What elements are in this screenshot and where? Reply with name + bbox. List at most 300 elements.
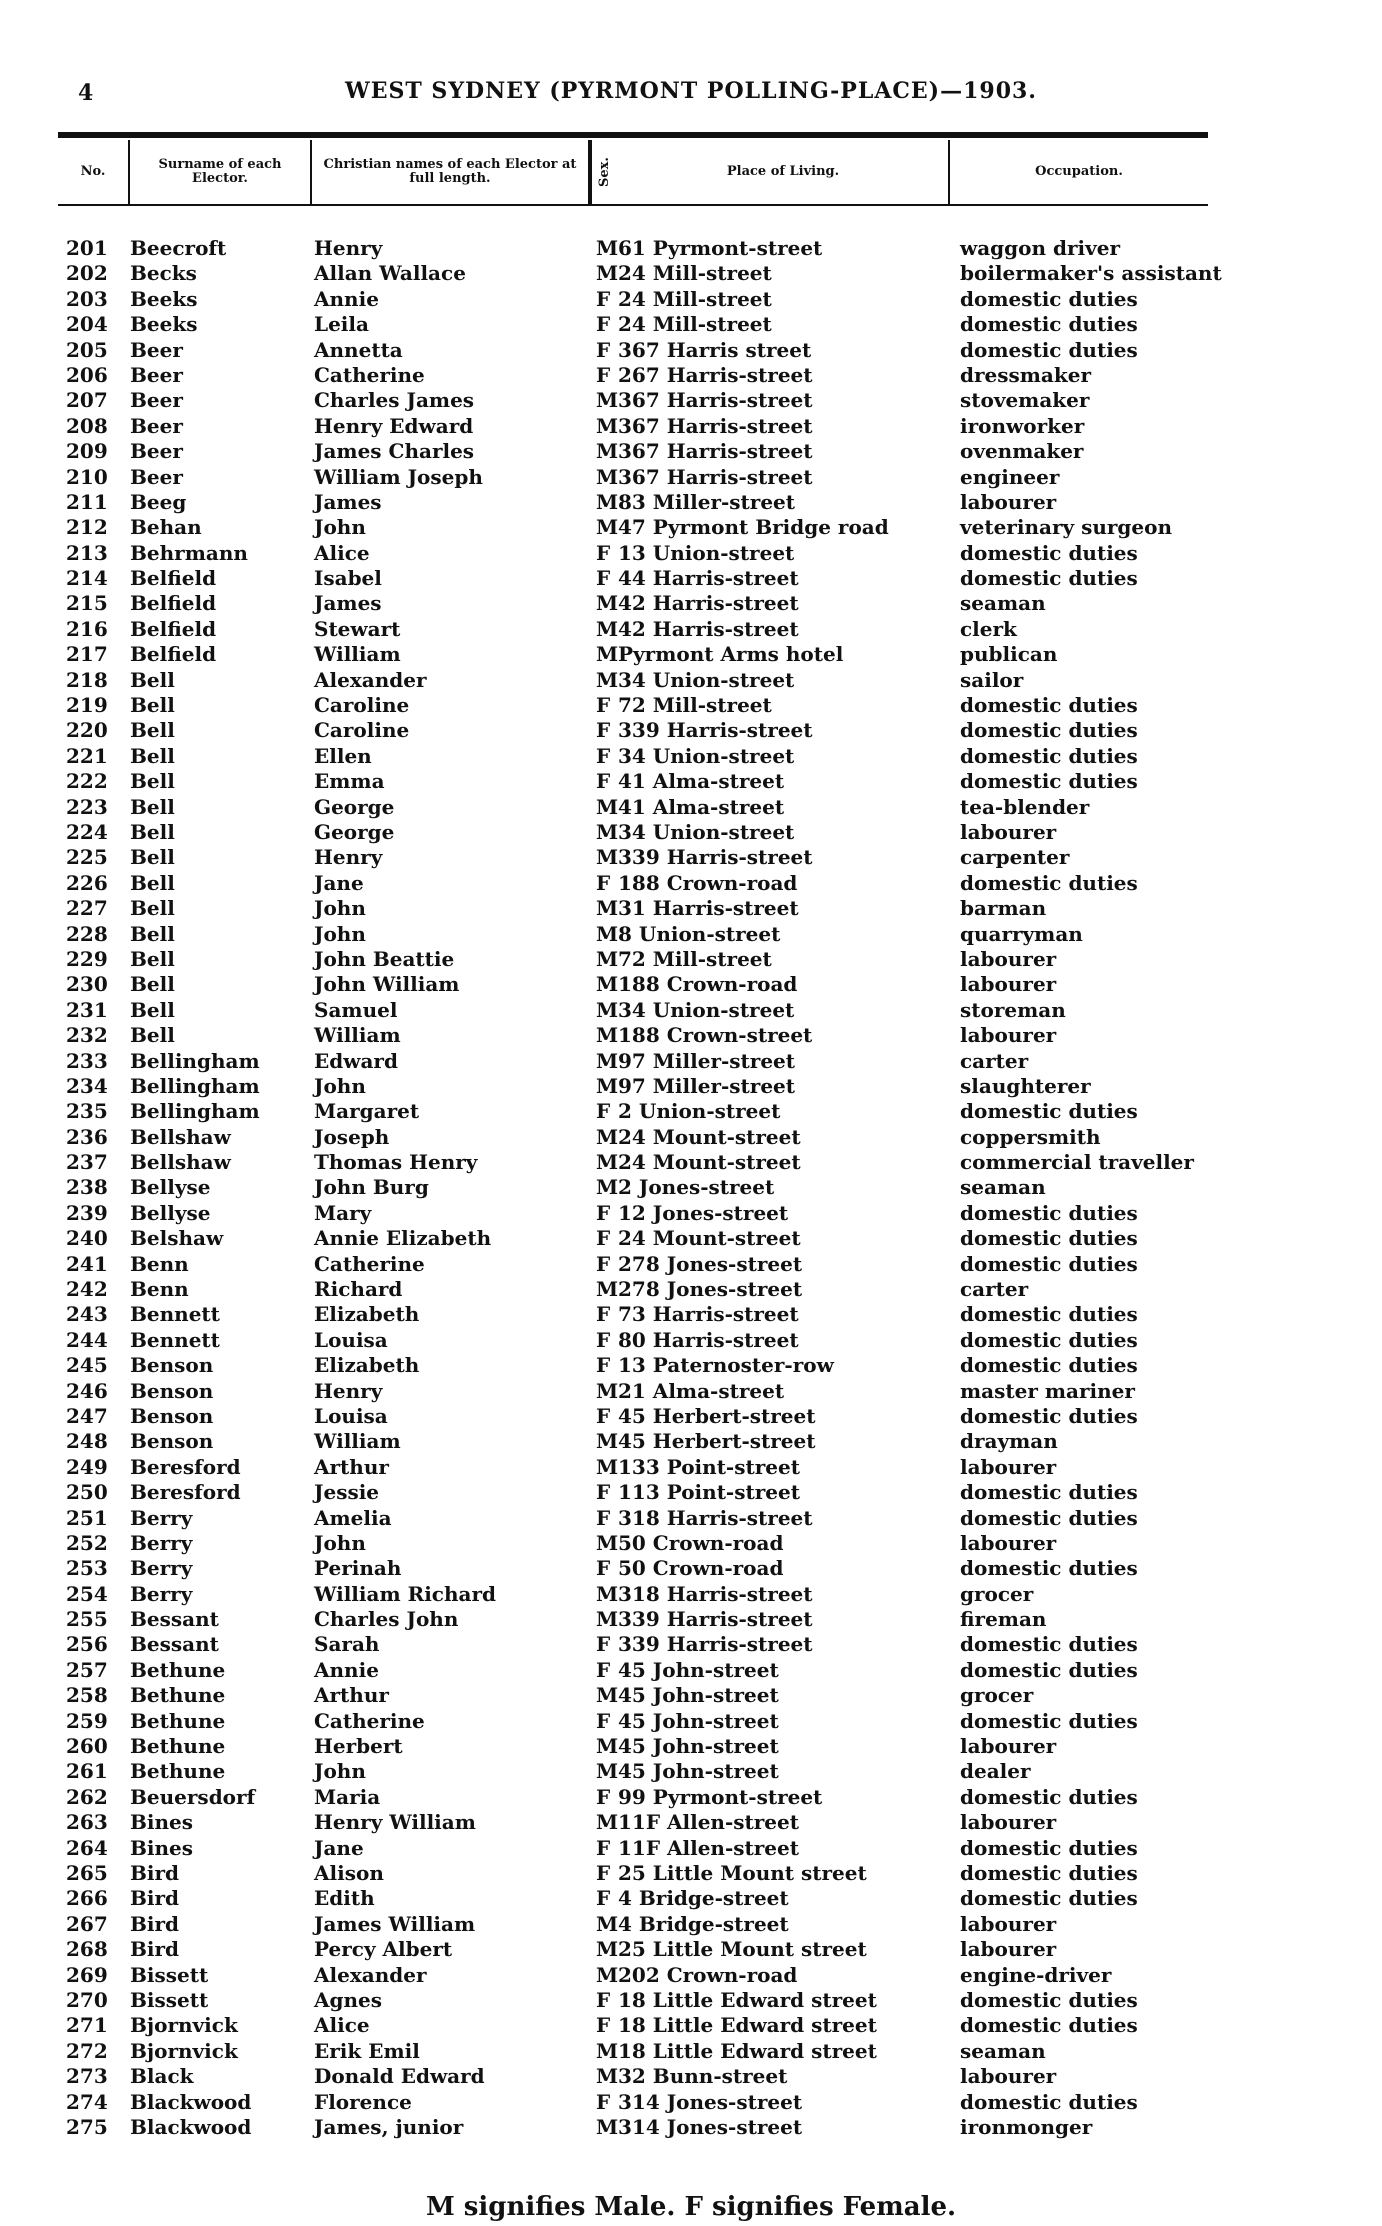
cell-occupation: domestic duties [960,743,1138,768]
cell-occupation: domestic duties [960,1708,1138,1733]
header-surname: Surname of each Elector. [130,140,312,204]
table-row [58,1607,1208,1632]
cell-place-of-living: 8 Union-street [618,921,781,946]
cell-occupation: labourer [960,972,1057,997]
cell-sex: M [596,236,619,260]
cell-christian-names: John Beattie [314,946,455,971]
cell-no: 270 [66,1987,108,2012]
cell-no: 218 [66,667,108,692]
table-row [58,1150,1208,1175]
cell-sex: M [596,2064,619,2089]
cell-christian-names: John [314,1073,366,1098]
cell-place-of-living: 18 Little Edward street [618,1987,877,2012]
cell-sex: M [596,1073,619,1098]
cell-christian-names: Elizabeth [314,1302,420,1327]
cell-occupation: domestic duties [960,1302,1138,1327]
table-row [58,515,1208,540]
cell-sex: M [596,896,619,921]
cell-sex: F [596,1200,611,1225]
table-row [58,1455,1208,1480]
cell-sex: F [596,1505,611,1530]
cell-christian-names: Jane [314,870,364,895]
cell-christian-names: Erik Emil [314,2038,420,2063]
cell-surname: Beresford [130,1480,241,1505]
cell-occupation: domestic duties [960,1632,1138,1657]
table-row [58,287,1208,312]
cell-occupation: labourer [960,1454,1057,1479]
cell-occupation: ovenmaker [960,439,1084,464]
cell-no: 256 [66,1632,108,1657]
cell-sex: M [596,515,619,540]
cell-sex: F [596,1353,611,1378]
table-row [58,896,1208,921]
cell-sex: F [596,566,611,591]
cell-surname: Beuersdorf [130,1784,256,1809]
cell-surname: Belfield [130,616,217,641]
cell-no: 259 [66,1708,108,1733]
cell-occupation: domestic duties [960,1226,1138,1251]
table-row [58,465,1208,490]
table-row [58,312,1208,337]
table-row [58,1429,1208,1454]
cell-no: 275 [66,2114,108,2139]
cell-place-of-living: 45 Herbert-street [618,1403,816,1428]
cell-place-of-living: 45 John-street [618,1657,779,1682]
cell-sex: M [596,1454,619,1479]
cell-place-of-living: 97 Miller-street [618,1048,796,1073]
cell-place-of-living: 24 Mill-street [618,312,772,337]
cell-surname: Bethune [130,1759,226,1784]
cell-occupation: domestic duties [960,1861,1138,1885]
cell-sex: F [596,1861,611,1885]
cell-sex: M [596,1759,619,1784]
cell-no: 242 [66,1277,108,1302]
cell-no: 241 [66,1251,108,1276]
table-row [58,2064,1208,2089]
cell-place-of-living: 267 Harris-street [618,362,813,387]
cell-occupation: drayman [960,1429,1058,1454]
cell-no: 230 [66,972,108,997]
cell-no: 224 [66,819,108,844]
cell-christian-names: James William [314,1911,476,1936]
cell-no: 258 [66,1683,108,1708]
cell-surname: Beecroft [130,236,227,260]
cell-christian-names: Arthur [314,1454,389,1479]
cell-surname: Bellingham [130,1099,260,1124]
table-row [58,2090,1208,2115]
cell-place-of-living: 113 Point-street [618,1480,800,1505]
cell-sex: M [596,489,619,514]
cell-place-of-living: 278 Jones-street [618,1251,803,1276]
table-row [58,617,1208,642]
cell-christian-names: Catherine [314,1251,425,1276]
cell-surname: Beer [130,337,183,362]
cell-no: 215 [66,591,108,616]
cell-no: 261 [66,1759,108,1784]
cell-place-of-living: 50 Crown-road [618,1556,784,1581]
cell-no: 213 [66,540,108,565]
cell-surname: Benn [130,1251,189,1276]
table-row [58,363,1208,388]
cell-surname: Bell [130,794,175,819]
table-row [58,591,1208,616]
cell-sex: M [596,1734,619,1759]
table-row [58,744,1208,769]
table-row [58,566,1208,591]
cell-surname: Belfield [130,642,217,667]
cell-occupation: domestic duties [960,1099,1138,1124]
cell-christian-names: Catherine [314,1708,425,1733]
cell-christian-names: Perinah [314,1556,402,1581]
table-row [58,1632,1208,1657]
cell-place-of-living: 367 Harris-street [618,439,813,464]
cell-surname: Blackwood [130,2089,252,2114]
cell-place-of-living: 314 Jones-street [618,2114,803,2139]
cell-sex: F [596,1403,611,1428]
cell-no: 207 [66,388,108,413]
cell-surname: Beer [130,388,183,413]
cell-surname: Benson [130,1378,214,1403]
cell-occupation: domestic duties [960,1987,1138,2012]
cell-place-of-living: 339 Harris-street [618,845,813,870]
cell-christian-names: James Charles [314,439,475,464]
cell-sex: F [596,362,611,387]
cell-place-of-living: 73 Harris-street [618,1302,799,1327]
cell-place-of-living: 25 Little Mount street [618,1861,867,1885]
cell-no: 254 [66,1581,108,1606]
header-rule [58,132,1208,138]
cell-occupation: labourer [960,2064,1057,2089]
cell-christian-names: Sarah [314,1632,380,1657]
cell-sex: M [596,997,619,1022]
table-row [58,718,1208,743]
cell-occupation: waggon driver [960,236,1120,260]
table-row [58,1353,1208,1378]
cell-no: 252 [66,1530,108,1555]
table-row [58,947,1208,972]
cell-place-of-living: 42 Harris-street [618,591,799,616]
cell-no: 205 [66,337,108,362]
cell-occupation: labourer [960,1810,1057,1835]
cell-sex: M [596,1175,619,1200]
table-row [58,1201,1208,1226]
cell-christian-names: James [314,489,382,514]
cell-place-of-living: 99 Pyrmont-street [618,1784,823,1809]
cell-no: 248 [66,1429,108,1454]
table-row [58,1886,1208,1911]
cell-christian-names: Charles James [314,388,475,413]
cell-surname: Bessant [130,1607,219,1632]
cell-occupation: domestic duties [960,1353,1138,1378]
cell-occupation: carter [960,1048,1029,1073]
cell-occupation: boilermaker's assistant [960,261,1222,286]
cell-no: 228 [66,921,108,946]
cell-sex: M [596,1962,619,1987]
cell-no: 202 [66,261,108,286]
cell-sex: M [596,845,619,870]
cell-occupation: labourer [960,946,1057,971]
cell-sex: M [596,464,619,489]
cell-occupation: domestic duties [960,337,1138,362]
cell-surname: Bissett [130,1962,209,1987]
cell-christian-names: James, junior [314,2114,464,2139]
cell-surname: Bines [130,1810,194,1835]
cell-occupation: domestic duties [960,312,1138,337]
cell-place-of-living: 34 Union-street [618,997,795,1022]
cell-occupation: domestic duties [960,1251,1138,1276]
cell-surname: Bellingham [130,1048,260,1073]
cell-occupation: stovemaker [960,388,1090,413]
cell-sex: M [596,1683,619,1708]
cell-place-of-living: 34 Union-street [618,667,795,692]
cell-surname: Benson [130,1403,214,1428]
cell-no: 237 [66,1150,108,1175]
cell-sex: M [596,1048,619,1073]
table-row [58,1480,1208,1505]
table-row [58,642,1208,667]
cell-no: 240 [66,1226,108,1251]
cell-place-of-living: 339 Harris-street [618,718,813,743]
cell-place-of-living: 278 Jones-street [618,1277,803,1302]
cell-christian-names: Alice [314,540,370,565]
cell-no: 243 [66,1302,108,1327]
cell-no: 206 [66,362,108,387]
cell-sex: M [596,1937,619,1962]
cell-sex: F [596,743,611,768]
cell-surname: Bell [130,921,175,946]
cell-christian-names: John [314,1530,366,1555]
cell-sex: F [596,769,611,794]
cell-christian-names: Henry [314,236,383,260]
cell-surname: Bell [130,870,175,895]
table-row [58,845,1208,870]
cell-sex: F [596,693,611,718]
cell-christian-names: Annie [314,1657,379,1682]
cell-sex: F [596,1987,611,2012]
table-row [58,490,1208,515]
cell-surname: Bethune [130,1657,226,1682]
cell-surname: Bell [130,769,175,794]
cell-christian-names: Jane [314,1835,364,1860]
cell-no: 263 [66,1810,108,1835]
cell-christian-names: John Burg [314,1175,429,1200]
cell-christian-names: William Joseph [314,464,483,489]
cell-occupation: domestic duties [960,566,1138,591]
cell-christian-names: Maria [314,1784,381,1809]
cell-christian-names: Alexander [314,667,427,692]
cell-occupation: labourer [960,819,1057,844]
cell-occupation: domestic duties [960,286,1138,311]
cell-surname: Bell [130,845,175,870]
cell-no: 227 [66,896,108,921]
cell-occupation: labourer [960,1023,1057,1048]
cell-sex: M [596,591,619,616]
table-row [58,871,1208,896]
cell-surname: Benn [130,1277,189,1302]
table-row [58,769,1208,794]
cell-place-of-living: 21 Alma-street [618,1378,785,1403]
cell-no: 236 [66,1124,108,1149]
cell-place-of-living: 45 John-street [618,1708,779,1733]
cell-christian-names: Margaret [314,1099,420,1124]
table-row [58,1734,1208,1759]
cell-sex: F [596,2013,611,2038]
cell-place-of-living: 18 Little Edward street [618,2038,877,2063]
cell-sex: F [596,870,611,895]
cell-occupation: domestic duties [960,693,1138,718]
cell-surname: Behrmann [130,540,248,565]
table-row [58,1125,1208,1150]
table-row [58,1023,1208,1048]
cell-sex: M [596,261,619,286]
cell-sex: F [596,2089,611,2114]
cell-no: 251 [66,1505,108,1530]
table-row [58,2013,1208,2038]
cell-sex: F [596,1302,611,1327]
cell-christian-names: Emma [314,769,385,794]
cell-occupation: clerk [960,616,1017,641]
table-row [58,1861,1208,1886]
cell-sex: F [596,540,611,565]
cell-sex: F [596,1784,611,1809]
cell-surname: Bellyse [130,1200,211,1225]
cell-sex: M [596,1530,619,1555]
table-row [58,1683,1208,1708]
cell-no: 214 [66,566,108,591]
cell-place-of-living: 97 Miller-street [618,1073,796,1098]
cell-place-of-living: 34 Union-street [618,819,795,844]
table-row [58,2039,1208,2064]
cell-sex: M [596,972,619,997]
cell-christian-names: John [314,1759,366,1784]
cell-place-of-living: 24 Mount-street [618,1124,801,1149]
cell-no: 253 [66,1556,108,1581]
cell-occupation: sailor [960,667,1024,692]
cell-occupation: dealer [960,1759,1031,1784]
cell-place-of-living: 2 Union-street [618,1099,781,1124]
cell-christian-names: Mary [314,1200,372,1225]
cell-christian-names: George [314,794,395,819]
cell-occupation: seaman [960,1175,1046,1200]
cell-surname: Bell [130,819,175,844]
cell-sex: F [596,1886,611,1911]
cell-no: 274 [66,2089,108,2114]
table-row [58,1556,1208,1581]
table-row [58,414,1208,439]
cell-christian-names: Allan Wallace [314,261,466,286]
cell-surname: Beeks [130,286,198,311]
cell-sex: M [596,667,619,692]
cell-no: 269 [66,1962,108,1987]
cell-occupation: domestic duties [960,1556,1138,1581]
cell-no: 245 [66,1353,108,1378]
cell-place-of-living: 318 Harris-street [618,1581,813,1606]
cell-no: 223 [66,794,108,819]
cell-occupation: veterinary surgeon [960,515,1172,540]
cell-christian-names: Edward [314,1048,398,1073]
cell-sex: M [596,921,619,946]
cell-occupation: master mariner [960,1378,1135,1403]
table-row [58,1302,1208,1327]
cell-no: 264 [66,1835,108,1860]
cell-surname: Bell [130,718,175,743]
cell-sex: F [596,1099,611,1124]
cell-occupation: domestic duties [960,1480,1138,1505]
cell-place-of-living: 45 John-street [618,1759,779,1784]
cell-occupation: domestic duties [960,1886,1138,1911]
header-place-of-living: Place of Living. [618,140,950,204]
cell-surname: Bellingham [130,1073,260,1098]
cell-sex: M [596,1810,619,1835]
cell-place-of-living: 41 Alma-street [618,794,785,819]
table-row [58,2115,1208,2140]
cell-no: 203 [66,286,108,311]
cell-place-of-living: 44 Harris-street [618,566,799,591]
cell-sex: M [596,439,619,464]
table-row [58,1709,1208,1734]
cell-christian-names: Richard [314,1277,403,1302]
cell-christian-names: Catherine [314,362,425,387]
table-row [58,668,1208,693]
cell-occupation: domestic duties [960,1505,1138,1530]
cell-place-of-living: 2 Jones-street [618,1175,775,1200]
cell-christian-names: John [314,921,366,946]
cell-occupation: coppersmith [960,1124,1101,1149]
table-row [58,541,1208,566]
cell-no: 204 [66,312,108,337]
cell-surname: Berry [130,1530,193,1555]
cell-place-of-living: 339 Harris-street [618,1632,813,1657]
cell-christian-names: Stewart [314,616,401,641]
cell-surname: Bjornvick [130,2038,238,2063]
cell-occupation: domestic duties [960,1784,1138,1809]
cell-christian-names: Henry Edward [314,413,474,438]
cell-sex: F [596,1708,611,1733]
cell-surname: Bethune [130,1708,226,1733]
cell-no: 244 [66,1327,108,1352]
cell-sex: M [596,388,619,413]
cell-occupation: domestic duties [960,1200,1138,1225]
cell-sex: M [596,794,619,819]
cell-sex: M [596,1429,619,1454]
cell-no: 247 [66,1403,108,1428]
cell-christian-names: John [314,515,366,540]
cell-surname: Blackwood [130,2114,252,2139]
cell-surname: Bell [130,1023,175,1048]
cell-no: 246 [66,1378,108,1403]
cell-no: 229 [66,946,108,971]
cell-occupation: labourer [960,1530,1057,1555]
table-row [58,1277,1208,1302]
cell-place-of-living: 12 Jones-street [618,1200,789,1225]
cell-occupation: domestic duties [960,1657,1138,1682]
cell-sex: F [596,1632,611,1657]
cell-christian-names: Florence [314,2089,412,2114]
cell-no: 216 [66,616,108,641]
page-number: 4 [78,80,94,106]
cell-place-of-living: 202 Crown-road [618,1962,798,1987]
table-row [58,1074,1208,1099]
cell-no: 267 [66,1911,108,1936]
table-row [58,1404,1208,1429]
cell-place-of-living: 18 Little Edward street [618,2013,877,2038]
cell-occupation: domestic duties [960,2013,1138,2038]
cell-christian-names: Annie Elizabeth [314,1226,492,1251]
cell-no: 221 [66,743,108,768]
cell-surname: Bell [130,743,175,768]
cell-no: 265 [66,1861,108,1885]
cell-no: 234 [66,1073,108,1098]
